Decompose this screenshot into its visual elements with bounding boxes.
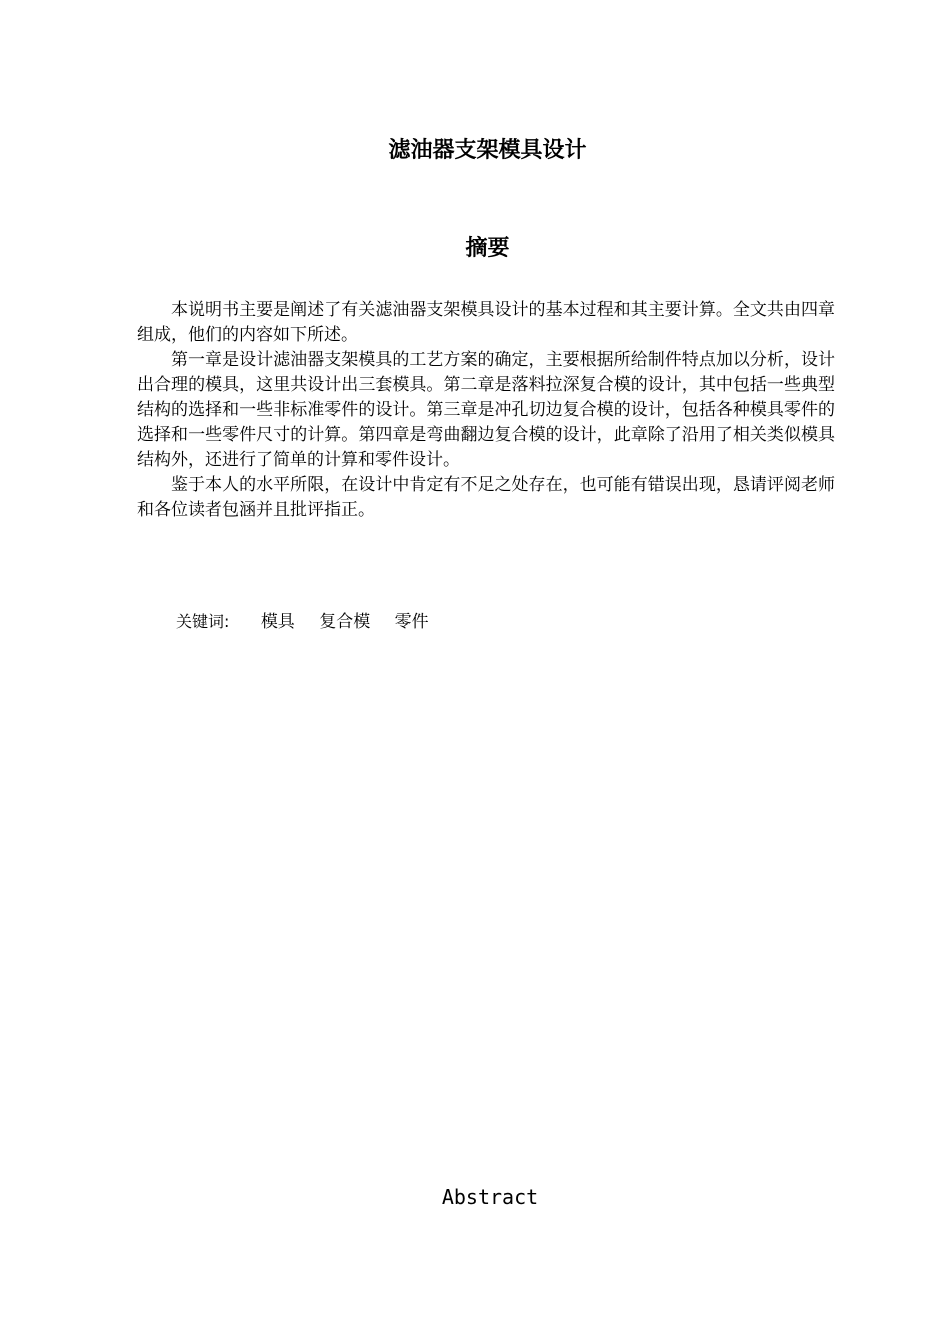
abstract-paragraph-1: 本说明书主要是阐述了有关滤油器支架模具设计的基本过程和其主要计算。全文共由四章组成，他们的内容如下所述。 <box>137 300 835 345</box>
abstract-paragraph-3: 鉴于本人的水平所限，在设计中肯定有不足之处存在，也可能有错误出现，恳请评阅老师和各位读者包涵并且批评指正。 <box>137 475 835 520</box>
document-title: 滤油器支架模具设计 <box>388 138 587 163</box>
abstract-heading: 摘要 <box>465 236 510 261</box>
keywords-line <box>176 609 448 635</box>
abstract-paragraph-2: 第一章是设计滤油器支架模具的工艺方案的确定，主要根据所给制件特点加以分析，设计出合理的模具，这里共设计出三套模具。第二章是落料拉深复合模的设计，其中包括一些典型结构的选择和一些非标准零件的设计。第三章是冲孔切边复合模的设计，包括各种模具零件的选择和一些零件尺寸的计算。第四章是弯曲翻边复合模的设计，此章除了沿用了相关类似模具结构外，还进行了简单的计算和零件设计。 <box>137 350 835 470</box>
keyword-1: 模具 <box>260 612 295 632</box>
keyword-2: 复合模 <box>319 612 371 632</box>
keyword-3: 零件 <box>394 612 429 632</box>
english-abstract-heading: Abstract <box>441 1185 539 1209</box>
keywords-label: 关键词: <box>176 612 230 631</box>
abstract-body <box>137 298 835 523</box>
